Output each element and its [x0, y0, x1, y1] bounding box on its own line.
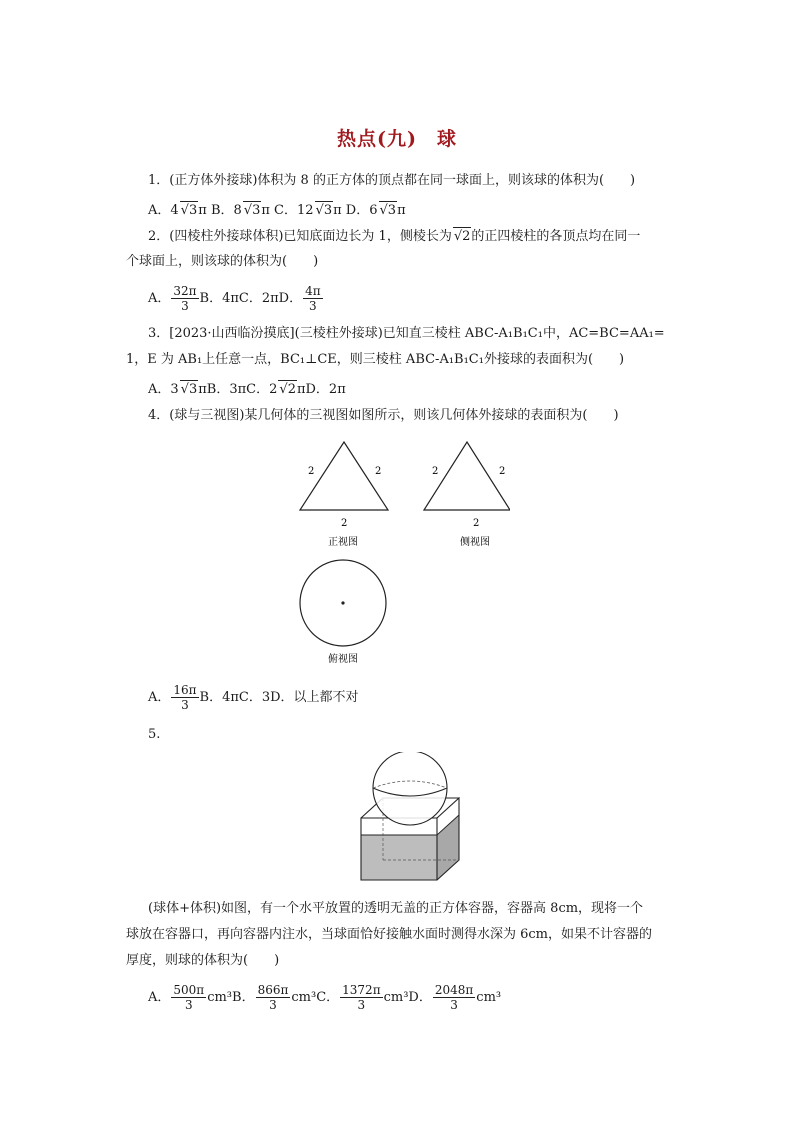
q5-sphere-cube-figure — [355, 752, 465, 884]
q3-option-tail: πD．2π — [296, 382, 346, 397]
q5-options — [148, 983, 501, 1012]
q1-option-c-sqrt: √3 — [315, 203, 333, 218]
q4-stem: 4．(球与三视图)某几何体的三视图如图所示，则该几何体外接球的表面积为( ) — [148, 408, 619, 423]
q2-stem-a: 2．(四棱柱外接球体积)已知底面边长为 1，侧棱长为 — [148, 229, 452, 244]
q3-stem-line2: 1，E 为 AB₁上任意一点，BC₁⊥CE，则三棱柱 ABC-A₁B₁C₁外接球的表面积为( ) — [126, 352, 625, 367]
top-view-center-dot — [341, 601, 344, 604]
front-view-right-label: 2 — [375, 466, 382, 477]
q2-option-a-fraction: $\frac{32\pi}{3}$ — [173, 284, 197, 313]
side-view-bottom-label: 2 — [473, 518, 480, 529]
q1-options — [148, 201, 406, 220]
q2-stem-sqrt: √2 — [453, 229, 471, 244]
q2-stem-line2: 个球面上，则该球的体积为( ) — [126, 254, 319, 269]
q5-number: 5. — [148, 727, 161, 742]
side-view-right-label: 2 — [499, 466, 506, 477]
sphere-outline — [373, 752, 447, 825]
q2-stem-b: 的正四棱柱的各顶点均在同一 — [471, 229, 641, 244]
q1-option-a-prefix: A．4 — [148, 203, 179, 218]
front-view-left-label: 2 — [308, 466, 315, 477]
q5-option-d-label: D． — [408, 990, 432, 1005]
q1-option-a-sqrt: √3 — [180, 203, 198, 218]
q5-stem-line2: 球放在容器口，再向容器内注水，当球面恰好接触水面时测得水深为 6cm，如果不计容器的 — [126, 927, 653, 942]
q5-stem-line3: 厚度，则球的体积为( ) — [126, 953, 280, 968]
q5-option-b-unit: cm³ — [291, 990, 317, 1005]
q1-option-a-pi: π — [198, 203, 207, 218]
q1-option-b-sqrt: √3 — [243, 203, 261, 218]
q5-option-d-unit: cm³ — [476, 990, 502, 1005]
q3-option-a-prefix: A．3 — [148, 382, 179, 397]
water-front-face — [361, 835, 437, 880]
q5-option-b-fraction: $\frac{866\pi}{3}$ — [257, 983, 289, 1012]
q4-option-rest: B．4πC．3D．以上都不对 — [199, 690, 359, 705]
q5-stem-line1: (球体+体积)如图，有一个水平放置的透明无盖的正方体容器，容器高 8cm，现将一个 — [148, 901, 644, 916]
q1-option-d-sqrt: √3 — [379, 203, 397, 218]
top-view-caption: 俯视图 — [328, 654, 358, 665]
q3-option-a-sqrt: √3 — [180, 382, 198, 397]
front-view-caption: 正视图 — [328, 537, 358, 548]
q5-option-c-label: C． — [316, 990, 340, 1005]
q3-option-c-sqrt: √2 — [279, 382, 296, 397]
q5-option-b-label: B． — [232, 990, 255, 1005]
q5-option-a-fraction: $\frac{500\pi}{3}$ — [173, 983, 205, 1012]
q2-option-a-label: A． — [148, 291, 171, 306]
q1-option-d-prefix: D．6 — [345, 203, 378, 218]
q4-top-view — [290, 558, 400, 668]
q3-options — [148, 380, 346, 399]
q3-option-mid: πB．3πC．2 — [198, 382, 278, 397]
q1-option-b-pi: π — [261, 203, 270, 218]
page-title: 热点(九) 球 — [337, 128, 457, 150]
side-view-left-label: 2 — [432, 466, 439, 477]
q5-option-a-label: A． — [148, 990, 171, 1005]
q2-stem-line1 — [148, 227, 640, 246]
q1-option-b-prefix: B．8 — [210, 203, 242, 218]
q4-option-a-fraction: $\frac{16\pi}{3}$ — [173, 683, 197, 712]
q1-option-c-prefix: C．12 — [274, 203, 314, 218]
q5-option-a-unit: cm³ — [207, 990, 233, 1005]
q4-front-side-views — [290, 438, 510, 554]
q2-options — [148, 284, 324, 313]
q5-option-c-unit: cm³ — [383, 990, 409, 1005]
q1-option-d-pi: π — [397, 203, 406, 218]
side-view-caption: 侧视图 — [460, 537, 490, 548]
q1-stem: 1．(正方体外接球)体积为 8 的正方体的顶点都在同一球面上，则该球的体积为( ) — [148, 173, 636, 188]
q4-options — [148, 683, 359, 712]
q2-option-rest: B．4πC．2πD． — [199, 291, 303, 306]
q3-stem-line1: 3．[2023·山西临汾摸底](三棱柱外接球)已知直三棱柱 ABC-A₁B₁C₁中，AC=BC=AA₁= — [148, 326, 665, 341]
q5-option-c-fraction: $\frac{1372\pi}{3}$ — [342, 983, 381, 1012]
q4-option-a-label: A． — [148, 690, 171, 705]
q5-option-d-fraction: $\frac{2048\pi}{3}$ — [434, 983, 474, 1012]
front-view-bottom-label: 2 — [341, 518, 348, 529]
q2-option-d-fraction: $\frac{4\pi}{3}$ — [305, 284, 321, 313]
q1-option-c-pi: π — [333, 203, 342, 218]
